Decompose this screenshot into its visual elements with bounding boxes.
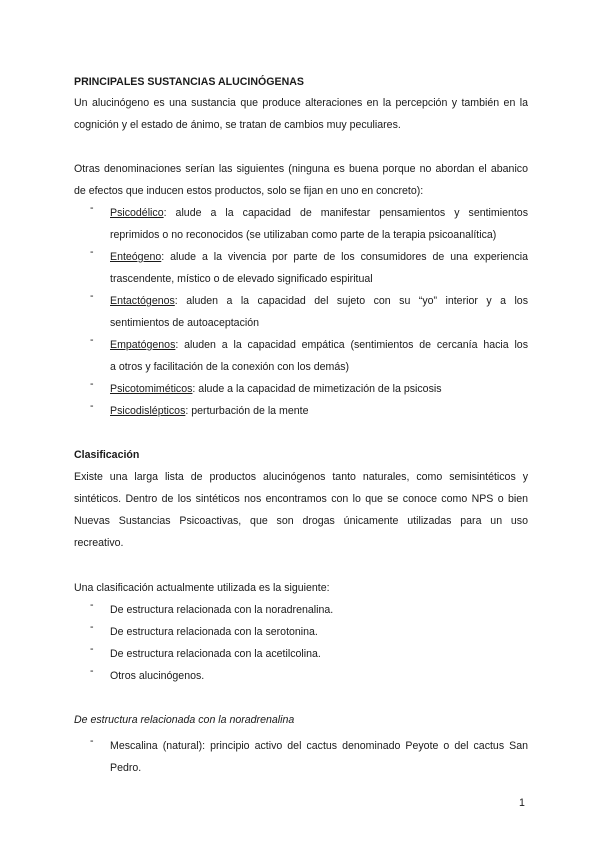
document-title: PRINCIPALES SUSTANCIAS ALUCINÓGENAS xyxy=(74,76,304,88)
term-label: Enteógeno xyxy=(110,251,162,263)
intro-line: cognición y el estado de ánimo, se tratan de cambios muy peculiares. xyxy=(74,119,401,131)
bullet-dash: - xyxy=(90,334,94,346)
bullet-dash: - xyxy=(90,290,94,302)
list-item-line xyxy=(110,246,528,268)
term-label: Psicotomiméticos xyxy=(110,383,193,395)
document-title-block xyxy=(74,71,528,93)
intro-line: Un alucinógeno es una sustancia que produce alteraciones en la percepción y también en la xyxy=(74,97,528,109)
noradrenaline-heading: De estructura relacionada con la noradrenalina xyxy=(74,714,295,726)
list-item-line: Otros alucinógenos. xyxy=(110,670,205,682)
list-item-line xyxy=(110,334,528,356)
list-item-line: a otros y facilitación de la conexión con los demás) xyxy=(110,361,350,373)
list-item-line: De estructura relacionada con la acetilcolina. xyxy=(110,648,321,660)
list-item-line: De estructura relacionada con la serotonina. xyxy=(110,626,318,638)
list-item-line xyxy=(110,290,528,312)
denominations-intro-line: Otras denominaciones serían las siguientes (ninguna es buena porque no abordan el abanico xyxy=(74,163,528,175)
list-item-line xyxy=(110,202,528,224)
list-item xyxy=(74,202,528,246)
intro-paragraph xyxy=(74,92,528,136)
term-label: Empatógenos xyxy=(110,339,176,351)
classification-line: Nuevas Sustancias Psicoactivas, que son drogas únicamente utilizadas para un uso xyxy=(74,515,528,527)
term-definition: : aluden a la capacidad empática (sentimientos de cercanía hacia los xyxy=(175,339,528,351)
bullet-dash: - xyxy=(90,665,94,677)
classification-heading: Clasificación xyxy=(74,449,140,461)
bullet-dash: - xyxy=(90,378,94,390)
denominations-intro-paragraph xyxy=(74,158,528,202)
term-label: Psicodélico xyxy=(110,207,164,219)
list-item xyxy=(74,290,528,334)
classification-heading-block xyxy=(74,444,528,466)
list-item-line: reprimidos o no reconocidos (se utilizaban como parte de la terapia psicoanalítica) xyxy=(110,229,497,241)
list-item xyxy=(74,599,528,621)
list-item-line xyxy=(110,378,528,400)
list-item-line: Mescalina (natural): principio activo del cactus denominado Peyote o del cactus San xyxy=(110,740,528,752)
list-item xyxy=(74,735,528,779)
list-item xyxy=(74,378,528,400)
term-definition: : alude a la vivencia por parte de los consumidores de una experiencia xyxy=(161,251,528,263)
bullet-dash: - xyxy=(90,599,94,611)
list-item-line: sentimientos de autoaceptación xyxy=(110,317,260,329)
bullet-dash: - xyxy=(90,621,94,633)
list-item-line: trascendente, místico o de elevado significado espiritual xyxy=(110,273,373,285)
page-number: 1 xyxy=(519,797,525,809)
classification-list xyxy=(74,599,528,687)
list-item-line: Pedro. xyxy=(110,762,142,774)
list-item xyxy=(74,621,528,643)
bullet-dash: - xyxy=(90,400,94,412)
list-item-line: De estructura relacionada con la noradrenalina. xyxy=(110,604,334,616)
classification-paragraph xyxy=(74,466,528,554)
list-item xyxy=(74,665,528,687)
noradrenaline-list xyxy=(74,735,528,779)
term-definition: : perturbación de la mente xyxy=(185,405,309,417)
list-item-line xyxy=(110,400,528,422)
list-item xyxy=(74,400,528,422)
list-item xyxy=(74,246,528,290)
term-label: Entactógenos xyxy=(110,295,175,307)
classification-line: recreativo. xyxy=(74,537,124,549)
classification-line: sintéticos. Dentro de los sintéticos nos encontramos con lo que se conoce como NPS o bien xyxy=(74,493,528,505)
term-definition: : aluden a la capacidad del sujeto con su “yo” interior y a los xyxy=(174,295,528,307)
denominations-intro-line: de efectos que inducen estos productos, solo se fijan en uno en concreto): xyxy=(74,185,424,197)
bullet-dash: - xyxy=(90,246,94,258)
noradrenaline-heading-block xyxy=(74,709,528,731)
bullet-dash: - xyxy=(90,735,94,747)
term-definition: : alude a la capacidad de mimetización de la psicosis xyxy=(192,383,442,395)
classification-list-intro-block xyxy=(74,577,528,599)
term-label: Psicodislépticos xyxy=(110,405,186,417)
bullet-dash: - xyxy=(90,202,94,214)
term-definition: : alude a la capacidad de manifestar pensamientos y sentimientos xyxy=(163,207,528,219)
denominations-list xyxy=(74,202,528,422)
classification-list-intro: Una clasificación actualmente utilizada es la siguiente: xyxy=(74,582,330,594)
list-item xyxy=(74,334,528,378)
bullet-dash: - xyxy=(90,643,94,655)
classification-line: Existe una larga lista de productos alucinógenos tanto naturales, como semisintéticos y xyxy=(74,471,528,483)
list-item xyxy=(74,643,528,665)
